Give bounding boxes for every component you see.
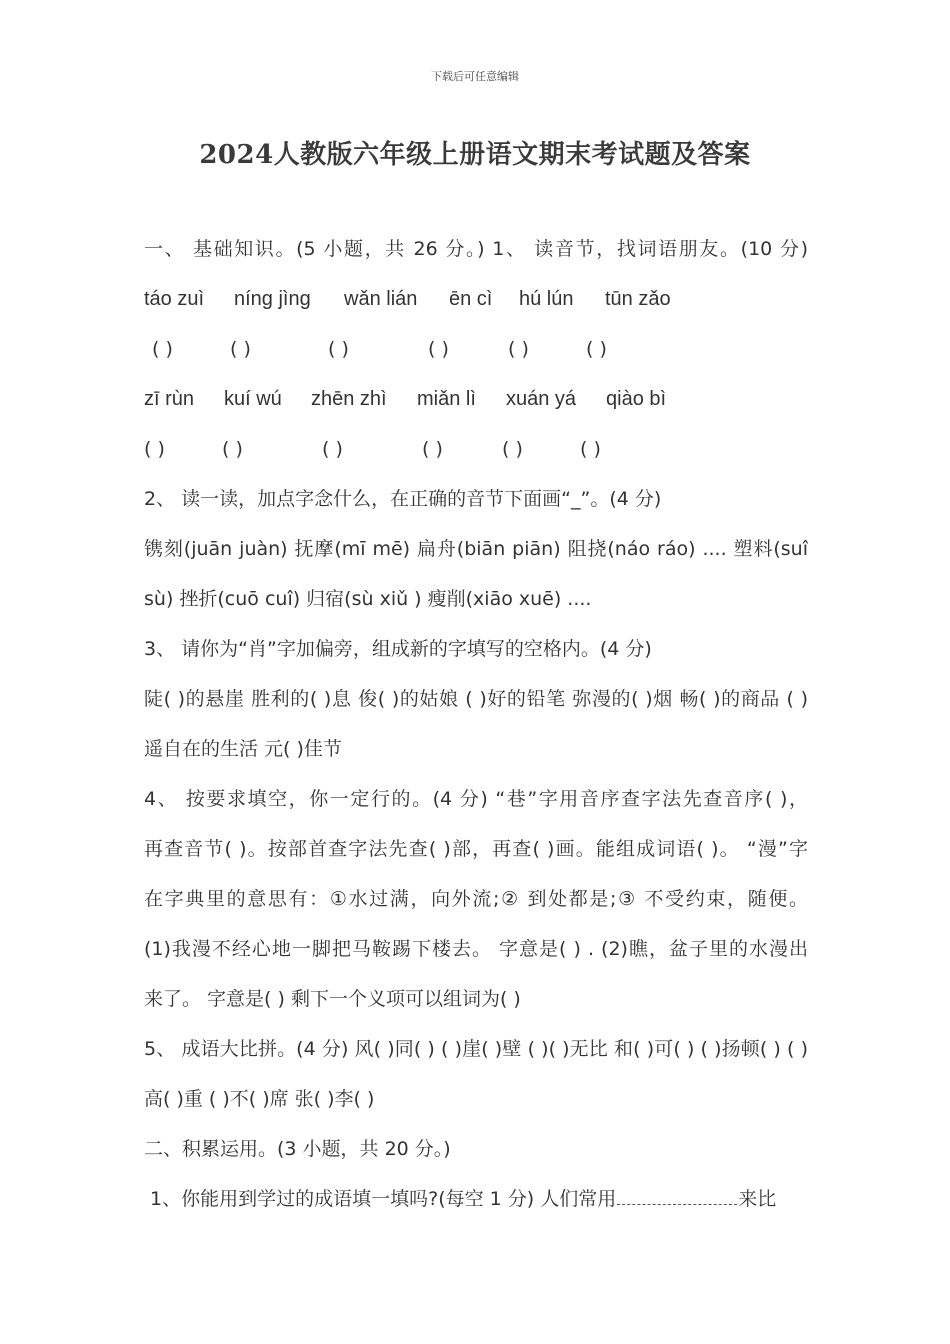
pinyin-item: miǎn lì: [417, 388, 476, 410]
pinyin-row-1: [144, 274, 808, 324]
answer-blank[interactable]: ( ): [422, 438, 443, 460]
section2-heading: 二、积累运用。(3 小题，共 20 分。): [144, 1138, 451, 1160]
question-4-line-3: 在字典里的意思有：①水过满，向外流;② 到处都是;③ 不受约束，随便。: [144, 888, 808, 910]
question-4-line-5: 来了。 字意是( ) 剩下一个义项可以组词为( ): [144, 988, 521, 1010]
section1-intro: 一、 基础知识。(5 小题，共 26 分。) 1、 读音节，找词语朋友。(10 分): [144, 238, 808, 260]
pinyin-row-2: [144, 374, 808, 424]
pinyin-item: wǎn lián: [344, 288, 418, 310]
pinyin-item: ēn cì: [449, 288, 493, 310]
question-3: 3、 请你为“肖”字加偏旁，组成新的字填写的空格内。(4 分): [144, 638, 652, 660]
question-text: 来比: [738, 1188, 777, 1210]
pinyin-item: níng jìng: [234, 288, 311, 310]
fill-blank[interactable]: [617, 1184, 737, 1205]
question-3-line-2: 遥自在的生活 元( )佳节: [144, 738, 342, 760]
answer-blanks-row-2: [144, 424, 808, 474]
answer-blank[interactable]: ( ): [586, 338, 607, 360]
answer-blank[interactable]: ( ): [328, 338, 349, 360]
pinyin-item: qiào bì: [606, 388, 667, 410]
answer-blank[interactable]: ( ): [322, 438, 343, 460]
question-4-line-1: 4、 按要求填空，你一定行的。(4 分) “巷”字用音序查字法先查音序( )，: [144, 788, 808, 810]
question-2-line-2: sù) 挫折(cuō cuî) 归宿(sù xiǔ ) 瘦削(xiāo xuē) ....: [144, 588, 592, 610]
pinyin-item: zī rùn: [144, 388, 195, 410]
exam-content: [144, 224, 808, 1224]
answer-blank[interactable]: ( ): [428, 338, 449, 360]
question-4-line-2: 再查音节( )。按部首查字法先查( )部，再查( )画。能组成词语( )。 “漫”字: [144, 838, 808, 860]
pinyin-item: xuán yá: [506, 388, 577, 410]
answer-blank[interactable]: ( ): [508, 338, 529, 360]
question-3-line-1: 陡( )的悬崖 胜利的( )息 俊( )的姑娘 ( )好的铅笔 弥漫的( )烟 畅( )的商品 ( ): [144, 688, 808, 710]
pinyin-item: hú lún: [519, 288, 574, 310]
pinyin-item: zhēn zhì: [311, 388, 387, 410]
header-note: 下载后可任意编辑: [431, 70, 519, 83]
question-4-line-4: (1)我漫不经心地一脚把马鞍踢下楼去。 字意是( ) . (2)瞧，盆子里的水漫出: [144, 938, 808, 960]
answer-blank[interactable]: ( ): [152, 338, 173, 360]
question-text: 1、你能用到学过的成语填一填吗?(每空 1 分) 人们常用: [144, 1188, 617, 1210]
answer-blank[interactable]: ( ): [144, 438, 165, 460]
question-5-line-1: 5、 成语大比拼。(4 分) 风( )同( ) ( )崖( )壁 ( )( )无比 和( )可( ) ( )扬顿( ) ( ): [144, 1038, 808, 1060]
answer-blank[interactable]: ( ): [502, 438, 523, 460]
pinyin-item: kuí wú: [224, 388, 282, 410]
question-2-line-1: 镌刻(juān juàn) 抚摩(mī mē) 扁舟(biān piān) 阻挠(náo ráo) .... 塑料(suî: [144, 538, 808, 560]
page-title: 2024人教版六年级上册语文期末考试题及答案: [199, 140, 751, 170]
answer-blank[interactable]: ( ): [580, 438, 601, 460]
pinyin-item: táo zuì: [144, 288, 205, 310]
question-2: 2、 读一读，加点字念什么，在正确的音节下面画“_”。(4 分): [144, 488, 662, 510]
answer-blank[interactable]: ( ): [230, 338, 251, 360]
answer-blanks-row-1: [144, 324, 808, 374]
section2-question-1: [144, 1174, 808, 1224]
question-5-line-2: 高( )重 ( )不( )席 张( )李( ): [144, 1088, 375, 1110]
pinyin-item: tūn zǎo: [605, 288, 671, 310]
answer-blank[interactable]: ( ): [222, 438, 243, 460]
